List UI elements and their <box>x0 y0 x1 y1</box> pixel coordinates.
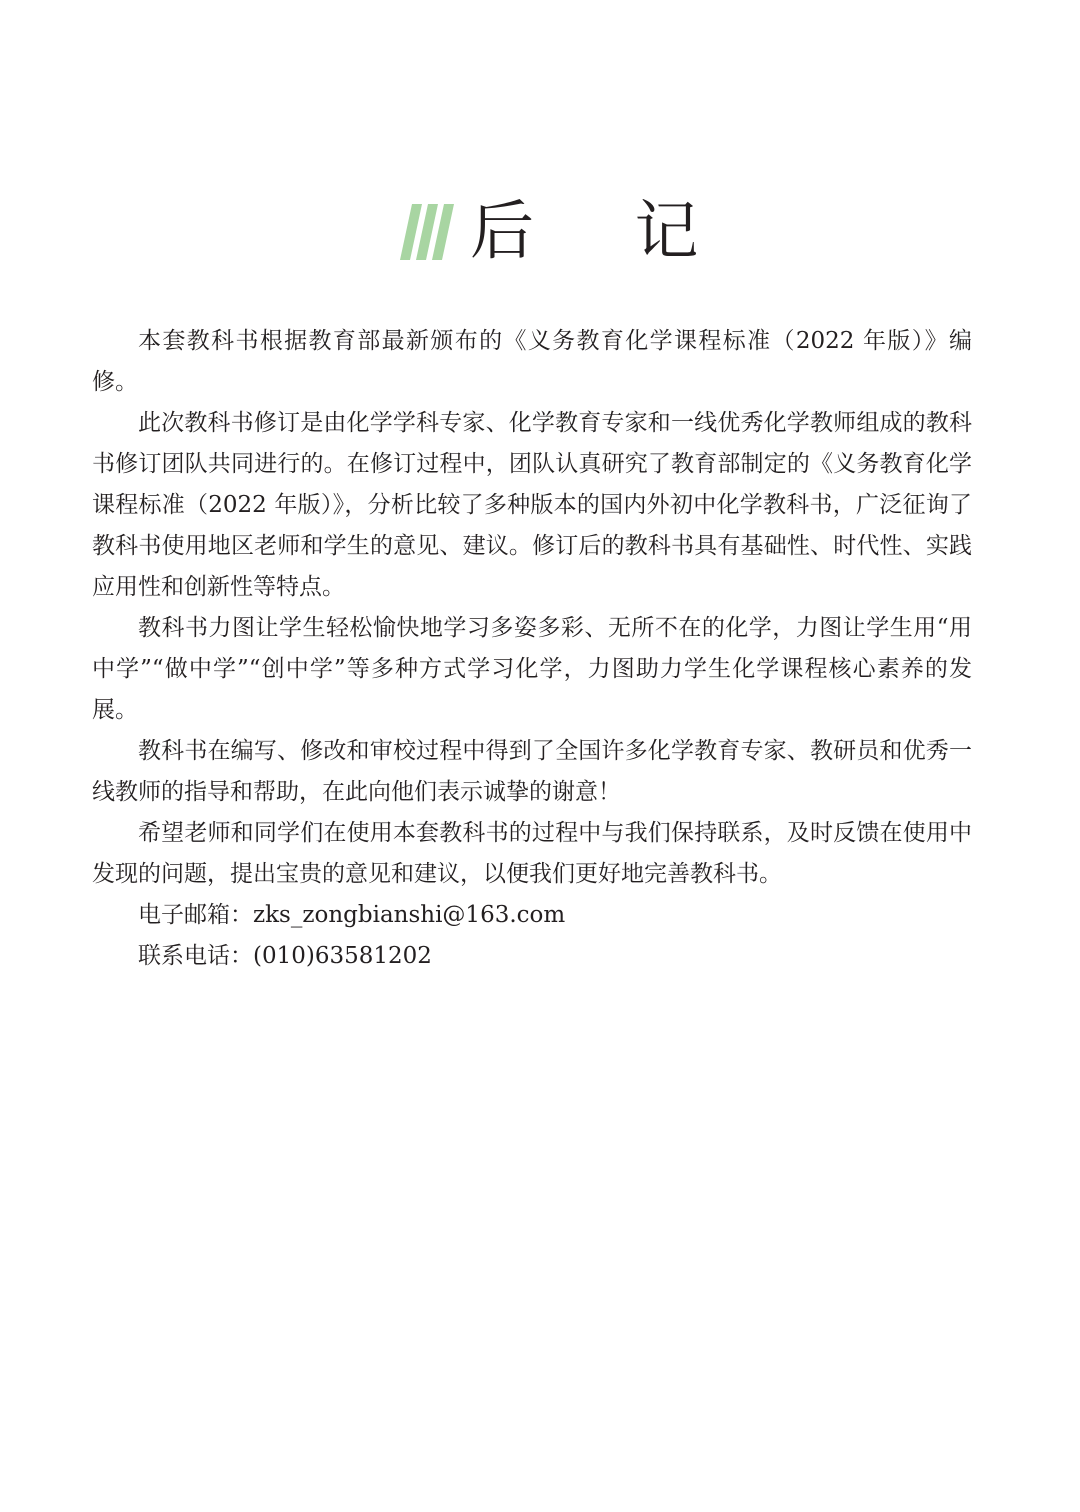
paragraph: 教科书力图让学生轻松愉快地学习多姿多彩、无所不在的化学，力图让学生用“用中学”“做中学”“创中学”等多种方式学习化学，力图助力学生化学课程核心素养的发展。 <box>92 615 972 723</box>
contact-phone: 联系电话：(010)63581202 <box>138 943 432 969</box>
paragraph: 本套教科书根据教育部最新颁布的《义务教育化学课程标准（2022 年版）》编修。 <box>92 328 972 395</box>
contact-email: 电子邮箱：zks_zongbianshi@163.com <box>138 902 566 928</box>
paragraph: 教科书在编写、修改和审校过程中得到了全国许多化学教育专家、教研员和优秀一线教师的指导和帮助，在此向他们表示诚挚的谢意！ <box>92 738 972 805</box>
paragraph: 此次教科书修订是由化学学科专家、化学教育专家和一线优秀化学教师组成的教科书修订团队共同进行的。在修订过程中，团队认真研究了教育部制定的《义务教育化学课程标准（2022 年版）》，分析比较了多种版本的国内外初中化学教科书，广泛征询了教科书使用地区老师和学生的意见、建议。修订后的教科书具有基础性、时代性、实践应用性和创新性等特点。 <box>92 410 972 600</box>
page-heading <box>398 192 738 272</box>
stripes-decoration-icon <box>398 202 460 262</box>
paragraph: 希望老师和同学们在使用本套教科书的过程中与我们保持联系，及时反馈在使用中发现的问题，提出宝贵的意见和建议，以便我们更好地完善教科书。 <box>92 820 972 887</box>
afterword-body <box>92 321 972 977</box>
page-title: 后 记 <box>470 195 739 269</box>
